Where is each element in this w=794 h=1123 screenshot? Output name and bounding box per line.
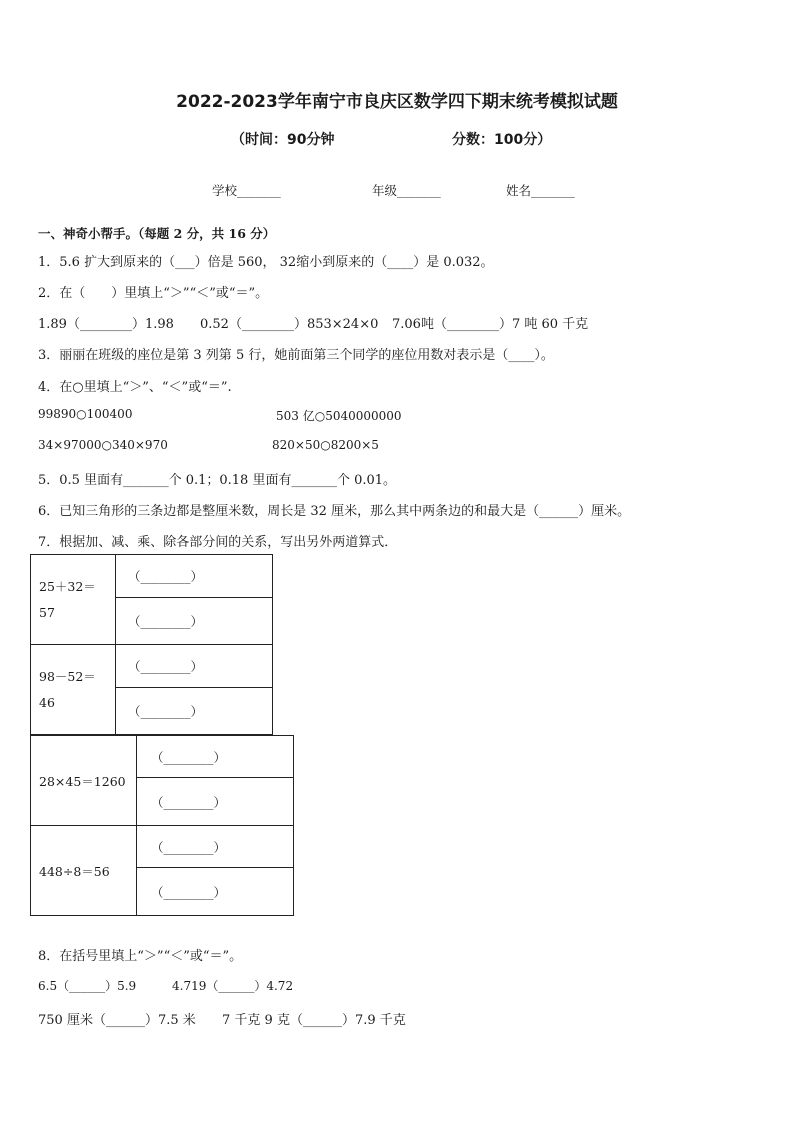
exam-score: 分数：100分） xyxy=(452,132,552,148)
question-2-item: 0.52（________）853×24×0 xyxy=(200,317,379,332)
question-8-item: 4.719（______）4.72 xyxy=(172,979,294,993)
answer-blank[interactable]: （________） xyxy=(137,778,294,826)
question-4-stem: 4．在○里填上“＞”、“＜”或“＝”. xyxy=(38,380,232,395)
question-7-stem: 7．根据加、减、乘、除各部分间的关系，写出另外两道算式． xyxy=(38,535,398,550)
table-cell-equation: 448÷8＝56 xyxy=(31,826,137,916)
answer-blank[interactable]: （________） xyxy=(137,736,294,778)
question-8-item: 750 厘米（______）7.5 米 xyxy=(38,1013,196,1028)
question-4-item: 503 亿○5040000000 xyxy=(276,409,402,423)
answer-blank[interactable]: （________） xyxy=(116,688,273,735)
name-field: 姓名_______ xyxy=(506,183,575,198)
answer-blank[interactable]: （________） xyxy=(116,645,273,688)
section-heading: 一、神奇小帮手。（每题 2 分，共 16 分） xyxy=(38,226,276,241)
equation-line: 57 xyxy=(39,604,55,620)
question-4-item: 99890○100400 xyxy=(38,407,133,421)
question-4-item: 34×97000○340×970 xyxy=(38,438,168,452)
question-2-stem: 2．在（ ）里填上“＞”“＜”或“＝”。 xyxy=(38,286,269,301)
relation-table-2 xyxy=(30,735,294,916)
grade-field: 年级_______ xyxy=(372,183,441,198)
answer-blank[interactable]: （________） xyxy=(116,555,273,598)
relation-table-1 xyxy=(30,554,273,735)
table-cell-equation: 28×45＝1260 xyxy=(31,736,137,826)
equation-line: 25＋32＝ xyxy=(39,578,96,594)
answer-blank[interactable]: （________） xyxy=(137,826,294,868)
exam-time: （时间：90分钟 xyxy=(231,132,335,148)
table-cell-equation xyxy=(31,645,116,735)
question-2-item: 1.89（________）1.98 xyxy=(38,317,174,332)
equation-line: 98－52＝ xyxy=(39,668,96,684)
school-field: 学校_______ xyxy=(212,183,281,198)
answer-blank[interactable]: （________） xyxy=(116,598,273,645)
question-6: 6．已知三角形的三条边都是整厘米数，周长是 32 厘米，那么其中两条边的和最大是（______）厘米。 xyxy=(38,504,631,519)
question-4-item: 820×50○8200×5 xyxy=(272,438,379,452)
question-1: 1．5.6 扩大到原来的（___）倍是 560， 32缩小到原来的（____）是 0.032。 xyxy=(38,255,494,270)
question-8-item: 7 千克 9 克（______）7.9 千克 xyxy=(222,1013,406,1028)
table-cell-equation xyxy=(31,555,116,645)
equation-line: 46 xyxy=(39,694,55,710)
question-5: 5．0.5 里面有_______个 0.1；0.18 里面有_______个 0.01。 xyxy=(38,473,397,488)
question-8-stem: 8．在括号里填上“＞”“＜”或“＝”。 xyxy=(38,949,243,964)
question-8-item: 6.5（______）5.9 xyxy=(38,979,137,993)
page-title: 2022-2023学年南宁市良庆区数学四下期末统考模拟试题 xyxy=(176,92,618,112)
answer-blank[interactable]: （________） xyxy=(137,868,294,916)
question-2-item: 7.06吨（________）7 吨 60 千克 xyxy=(392,317,589,332)
question-3: 3．丽丽在班级的座位是第 3 列第 5 行，她前面第三个同学的座位用数对表示是（____）。 xyxy=(38,348,554,363)
